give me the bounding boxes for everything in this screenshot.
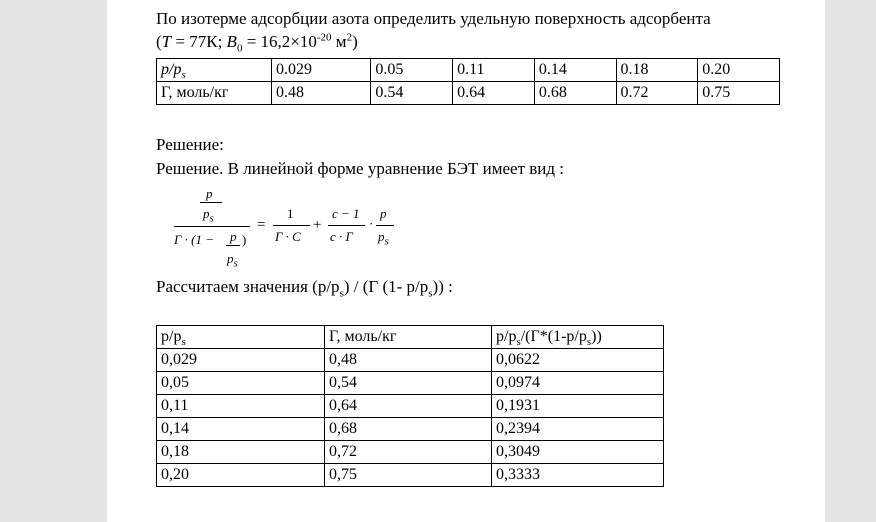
formula-one: 1 [287, 206, 294, 221]
table-cell: 0,1931 [492, 395, 664, 418]
table-cell: 0.48 [272, 82, 371, 105]
table-cell: 0,11 [157, 395, 325, 418]
formula-dot: · [369, 216, 374, 231]
formula-gamma-open: Г · (1 − [174, 232, 214, 247]
table-cell: 0,54 [325, 372, 492, 395]
formula-gamma-c: Г · C [275, 229, 301, 244]
table-cell: $p/p_s$ [157, 59, 272, 82]
table-cell: 0,48 [325, 349, 492, 372]
isotherm-table [156, 58, 780, 105]
table-cell: 0,72 [325, 441, 492, 464]
table-cell: 0,64 [325, 395, 492, 418]
formula-ps-top: $p_s$ [203, 206, 214, 225]
formula-c-gamma: c · Г [330, 229, 353, 244]
table-cell: 0.11 [453, 59, 535, 82]
table-cell: 0.05 [371, 59, 453, 82]
table-cell: 0.18 [616, 59, 698, 82]
table-cell: 0,029 [157, 349, 325, 372]
table-cell: 0,20 [157, 464, 325, 487]
formula-equals: = [257, 217, 266, 233]
table-cell: 0,0974 [492, 372, 664, 395]
table-cell: 0.72 [616, 82, 698, 105]
calc-description: Рассчитаем значения $(p/p_s) / (Г$ (1- $p/p_s$)) : [156, 277, 453, 300]
table-cell: 0,05 [157, 372, 325, 395]
table-cell: 0,18 [157, 441, 325, 464]
formula-inner-bar [200, 202, 222, 203]
table-row [157, 59, 780, 82]
table-header-row [157, 326, 664, 349]
table-cell: 0,14 [157, 418, 325, 441]
formula-small-bar [226, 245, 240, 246]
formula-p-bottom: p [230, 229, 237, 244]
problem-line-1: По изотерме адсорбции азота определить удельную поверхность адсорбента [156, 9, 711, 28]
table-row [157, 464, 664, 487]
formula-bar-3 [328, 225, 365, 226]
solution-heading: Решение: [156, 135, 224, 154]
table-row [157, 349, 664, 372]
header-cell-ratio: $p/p_s/(Г*(1-p/p_s))$ [492, 326, 664, 349]
table-cell: 0.75 [698, 82, 780, 105]
table-cell: 0,68 [325, 418, 492, 441]
formula-ps-right: $p_s$ [378, 229, 389, 248]
table-row [157, 82, 780, 105]
formula-p-right: p [380, 206, 387, 221]
table-cell: 0.54 [371, 82, 453, 105]
table-row [157, 418, 664, 441]
formula-close-paren: ) [242, 232, 247, 247]
formula-p-top: p [206, 186, 213, 201]
table-cell: 0.14 [534, 59, 616, 82]
results-table [156, 325, 664, 487]
formula-bar-2 [273, 225, 310, 226]
formula-bar-4 [376, 225, 394, 226]
table-row [157, 441, 664, 464]
table-row [157, 372, 664, 395]
table-cell: 0.68 [534, 82, 616, 105]
formula-ps-bottom: $p_s$ [227, 251, 238, 270]
table-cell: 0.029 [272, 59, 371, 82]
header-cell-gamma: Г, моль/кг [325, 326, 492, 349]
formula-c-minus-1: c − 1 [332, 206, 360, 221]
table-cell: 0,2394 [492, 418, 664, 441]
problem-line-2: (T = 77К; $B_0 = 16,2\times 10^{-20}$ $м^2$) [156, 31, 358, 55]
table-row [157, 395, 664, 418]
table-cell: 0,3049 [492, 441, 664, 464]
formula-main-bar [174, 226, 250, 227]
table-cell: 0,75 [325, 464, 492, 487]
formula-plus: + [313, 217, 322, 233]
header-cell-p: $p/p_s$ [157, 326, 325, 349]
table-cell: 0.64 [453, 82, 535, 105]
table-cell: 0,0622 [492, 349, 664, 372]
solution-intro: Решение. В линейной форме уравнение БЭТ имеет вид : [156, 159, 565, 178]
table-cell: 0.20 [698, 59, 780, 82]
table-cell: 0,3333 [492, 464, 664, 487]
table-cell: Г, моль/кг [157, 82, 272, 105]
